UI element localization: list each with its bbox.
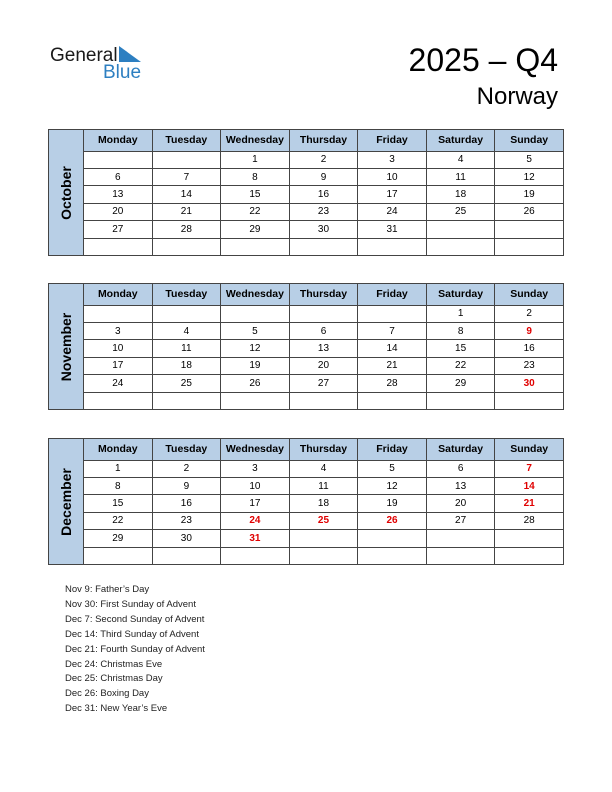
week-row [84, 322, 564, 339]
day-cell: 1 [221, 151, 290, 168]
day-cell: 6 [84, 168, 153, 185]
day-cell [289, 238, 358, 255]
day-cell: 2 [495, 305, 564, 322]
day-cell: 6 [426, 460, 495, 477]
day-cell [426, 530, 495, 547]
holiday-note: Dec 26: Boxing Day [65, 688, 149, 700]
week-row [84, 477, 564, 494]
weekday-header: Sunday [495, 284, 564, 306]
weekday-header: Tuesday [152, 130, 221, 152]
day-cell: 9 [289, 168, 358, 185]
day-cell: 7 [495, 460, 564, 477]
day-cell: 2 [289, 151, 358, 168]
weekday-header: Sunday [495, 439, 564, 461]
day-cell [289, 547, 358, 564]
day-cell: 22 [84, 512, 153, 529]
day-cell [495, 238, 564, 255]
day-cell: 5 [358, 460, 427, 477]
week-row [84, 392, 564, 409]
day-cell [495, 530, 564, 547]
weekday-header: Tuesday [152, 439, 221, 461]
day-cell: 17 [358, 186, 427, 203]
day-cell: 16 [289, 186, 358, 203]
week-row [84, 357, 564, 374]
day-cell: 14 [358, 340, 427, 357]
month-name: November [58, 312, 74, 381]
month-1 [48, 283, 564, 410]
week-row [84, 512, 564, 529]
day-cell: 26 [358, 512, 427, 529]
month-grid [83, 283, 564, 410]
weekday-header: Tuesday [152, 284, 221, 306]
day-cell [152, 392, 221, 409]
country-name: Norway [476, 83, 558, 110]
day-cell: 9 [495, 322, 564, 339]
day-cell: 3 [84, 322, 153, 339]
month-name: December [58, 467, 74, 536]
day-cell: 16 [495, 340, 564, 357]
day-cell: 3 [221, 460, 290, 477]
day-cell [84, 547, 153, 564]
weekday-header: Friday [358, 284, 427, 306]
day-cell [358, 530, 427, 547]
holiday-note: Dec 25: Christmas Day [65, 673, 163, 685]
day-cell: 14 [152, 186, 221, 203]
day-cell [426, 392, 495, 409]
day-cell: 12 [358, 477, 427, 494]
day-cell: 13 [84, 186, 153, 203]
day-cell: 2 [152, 460, 221, 477]
day-cell: 4 [152, 322, 221, 339]
month-grid [83, 129, 564, 256]
day-cell: 21 [152, 203, 221, 220]
day-cell: 19 [358, 495, 427, 512]
week-row [84, 460, 564, 477]
day-cell: 21 [495, 495, 564, 512]
day-cell: 25 [426, 203, 495, 220]
weekday-header: Saturday [426, 439, 495, 461]
day-cell [289, 305, 358, 322]
brand-logo [50, 44, 150, 84]
day-cell: 22 [221, 203, 290, 220]
day-cell: 16 [152, 495, 221, 512]
holiday-note: Dec 21: Fourth Sunday of Advent [65, 643, 205, 655]
weekday-header: Monday [84, 130, 153, 152]
day-cell: 17 [84, 357, 153, 374]
day-cell: 8 [221, 168, 290, 185]
day-cell [426, 221, 495, 238]
week-row [84, 375, 564, 392]
brand-general: General [50, 45, 118, 66]
day-cell: 21 [358, 357, 427, 374]
day-cell: 19 [495, 186, 564, 203]
day-cell: 13 [426, 477, 495, 494]
day-cell: 28 [495, 512, 564, 529]
day-cell: 18 [152, 357, 221, 374]
day-cell: 12 [221, 340, 290, 357]
weekday-header: Thursday [289, 284, 358, 306]
day-cell [84, 305, 153, 322]
week-row [84, 221, 564, 238]
day-cell: 31 [221, 530, 290, 547]
weekday-header: Wednesday [221, 284, 290, 306]
day-cell [495, 392, 564, 409]
day-cell: 17 [221, 495, 290, 512]
day-cell: 15 [84, 495, 153, 512]
day-cell: 31 [358, 221, 427, 238]
day-cell: 15 [221, 186, 290, 203]
weekday-header: Friday [358, 439, 427, 461]
day-cell [358, 392, 427, 409]
day-cell [358, 238, 427, 255]
day-cell: 29 [221, 221, 290, 238]
weekday-header: Wednesday [221, 439, 290, 461]
day-cell: 26 [495, 203, 564, 220]
month-label-box [48, 438, 84, 565]
day-cell: 25 [289, 512, 358, 529]
day-cell: 4 [426, 151, 495, 168]
day-cell: 30 [152, 530, 221, 547]
day-cell: 22 [426, 357, 495, 374]
week-row [84, 495, 564, 512]
day-cell [426, 547, 495, 564]
day-cell: 3 [358, 151, 427, 168]
weekday-header: Monday [84, 284, 153, 306]
day-cell: 27 [289, 375, 358, 392]
day-cell: 18 [426, 186, 495, 203]
day-cell: 10 [84, 340, 153, 357]
brand-blue: Blue [103, 62, 142, 83]
day-cell [152, 151, 221, 168]
month-name: October [58, 165, 74, 220]
day-cell: 28 [152, 221, 221, 238]
day-cell: 1 [84, 460, 153, 477]
weekday-header: Wednesday [221, 130, 290, 152]
day-cell: 10 [221, 477, 290, 494]
week-row [84, 530, 564, 547]
week-row [84, 238, 564, 255]
day-cell [495, 221, 564, 238]
day-cell [152, 305, 221, 322]
day-cell [221, 305, 290, 322]
day-cell [221, 392, 290, 409]
month-2 [48, 438, 564, 565]
day-cell [426, 238, 495, 255]
weekday-header: Sunday [495, 130, 564, 152]
day-cell: 27 [84, 221, 153, 238]
month-grid [83, 438, 564, 565]
day-cell: 25 [152, 375, 221, 392]
day-cell: 10 [358, 168, 427, 185]
month-label-box [48, 283, 84, 410]
day-cell: 8 [84, 477, 153, 494]
day-cell: 26 [221, 375, 290, 392]
day-cell [358, 547, 427, 564]
month-label-box [48, 129, 84, 256]
weekday-header: Thursday [289, 439, 358, 461]
day-cell [289, 530, 358, 547]
week-row [84, 203, 564, 220]
holiday-note: Dec 31: New Year’s Eve [65, 703, 168, 715]
day-cell [152, 547, 221, 564]
holiday-note: Nov 30: First Sunday of Advent [65, 598, 196, 610]
day-cell: 4 [289, 460, 358, 477]
week-row [84, 151, 564, 168]
day-cell: 11 [152, 340, 221, 357]
holiday-note: Dec 14: Third Sunday of Advent [65, 628, 199, 640]
day-cell [152, 238, 221, 255]
day-cell: 15 [426, 340, 495, 357]
weekday-header: Saturday [426, 284, 495, 306]
day-cell: 11 [426, 168, 495, 185]
week-row [84, 168, 564, 185]
day-cell: 24 [221, 512, 290, 529]
week-row [84, 186, 564, 203]
day-cell: 30 [289, 221, 358, 238]
day-cell: 5 [221, 322, 290, 339]
day-cell [84, 151, 153, 168]
week-row [84, 340, 564, 357]
day-cell: 7 [358, 322, 427, 339]
day-cell: 20 [426, 495, 495, 512]
day-cell [221, 547, 290, 564]
holiday-note: Dec 24: Christmas Eve [65, 658, 163, 670]
page-title: 2025 – Q4 [408, 42, 558, 78]
day-cell: 23 [289, 203, 358, 220]
day-cell: 24 [84, 375, 153, 392]
day-cell: 29 [426, 375, 495, 392]
day-cell: 13 [289, 340, 358, 357]
day-cell: 24 [358, 203, 427, 220]
weekday-header: Thursday [289, 130, 358, 152]
day-cell: 5 [495, 151, 564, 168]
day-cell: 23 [152, 512, 221, 529]
day-cell: 7 [152, 168, 221, 185]
day-cell: 28 [358, 375, 427, 392]
day-cell: 18 [289, 495, 358, 512]
weekday-header: Monday [84, 439, 153, 461]
day-cell [495, 547, 564, 564]
weekday-header: Saturday [426, 130, 495, 152]
week-row [84, 547, 564, 564]
holiday-note: Dec 7: Second Sunday of Advent [65, 613, 205, 625]
day-cell: 23 [495, 357, 564, 374]
day-cell [84, 392, 153, 409]
week-row [84, 305, 564, 322]
day-cell: 9 [152, 477, 221, 494]
day-cell: 1 [426, 305, 495, 322]
day-cell: 14 [495, 477, 564, 494]
day-cell: 20 [84, 203, 153, 220]
day-cell: 19 [221, 357, 290, 374]
day-cell: 29 [84, 530, 153, 547]
day-cell: 6 [289, 322, 358, 339]
day-cell [221, 238, 290, 255]
day-cell: 8 [426, 322, 495, 339]
weekday-header: Friday [358, 130, 427, 152]
day-cell [289, 392, 358, 409]
holiday-notes [65, 583, 205, 717]
holiday-note: Nov 9: Father’s Day [65, 584, 150, 595]
day-cell [358, 305, 427, 322]
day-cell: 12 [495, 168, 564, 185]
month-0 [48, 129, 564, 256]
day-cell: 30 [495, 375, 564, 392]
day-cell [84, 238, 153, 255]
day-cell: 27 [426, 512, 495, 529]
day-cell: 20 [289, 357, 358, 374]
day-cell: 11 [289, 477, 358, 494]
